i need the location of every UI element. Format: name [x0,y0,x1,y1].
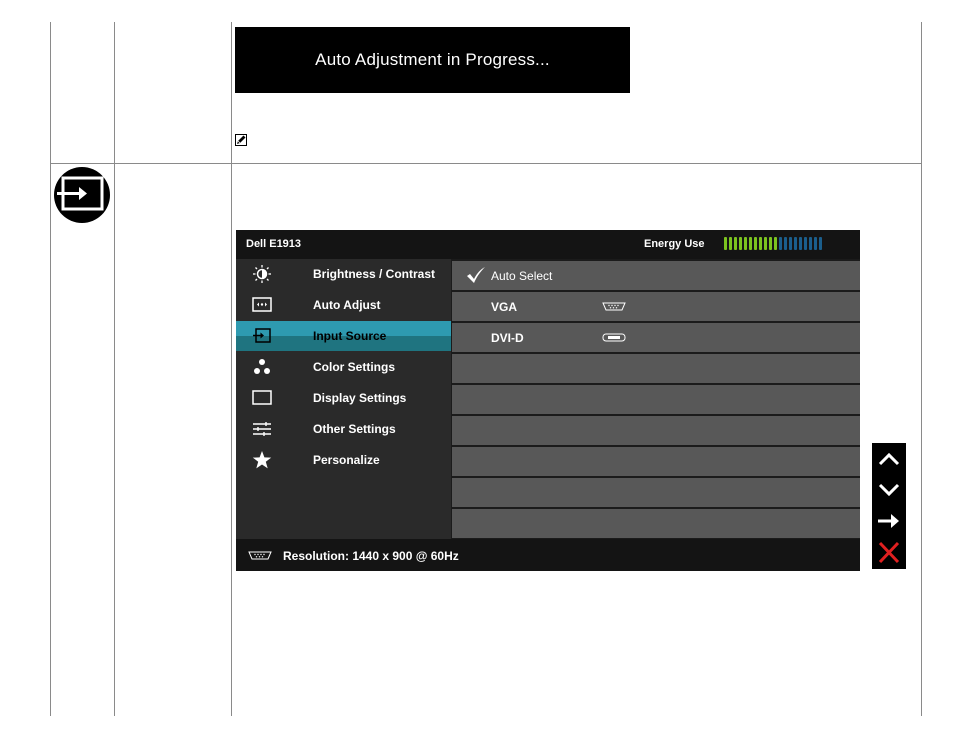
energy-bar [794,237,797,250]
osd-footer [236,539,860,571]
menu-label: Display Settings [313,391,407,405]
energy-bar [804,237,807,250]
table-border-left [50,22,51,716]
energy-bar [769,237,772,250]
osd-main-menu [236,259,451,539]
display-settings-icon [252,389,272,407]
energy-bar [799,237,802,250]
option-empty [452,447,860,476]
up-arrow-icon[interactable] [872,443,906,474]
table-border-col2 [231,22,232,716]
close-icon[interactable] [872,537,906,568]
down-arrow-icon[interactable] [872,474,906,505]
auto-adjust-message-box [235,27,630,93]
option-empty [452,509,860,538]
energy-bar [764,237,767,250]
energy-bar [819,237,822,250]
energy-bar [759,237,762,250]
osd-nav-buttons [872,443,906,569]
input-source-icon [252,327,272,345]
checkmark-icon [466,266,486,284]
menu-item-input-source[interactable] [236,321,451,351]
menu-item-auto-adjust[interactable] [236,290,451,320]
energy-bar [744,237,747,250]
menu-item-display-settings[interactable] [236,383,451,413]
energy-bar [724,237,727,250]
option-empty [452,354,860,383]
star-icon [252,451,272,469]
auto-adjust-message: Auto Adjustment in Progress... [315,50,550,69]
menu-item-personalize[interactable] [236,445,451,475]
menu-label: Other Settings [313,422,396,436]
energy-bar [784,237,787,250]
option-vga[interactable] [452,292,860,321]
option-label: VGA [491,300,518,314]
resolution-status: Resolution: 1440 x 900 @ 60Hz [283,549,459,563]
monitor-model: Dell E1913 [246,238,302,250]
energy-bar [809,237,812,250]
energy-bar [779,237,782,250]
option-empty [452,478,860,507]
energy-bar [754,237,757,250]
menu-label: Personalize [313,453,380,467]
osd-menu [236,230,860,571]
menu-item-brightness-contrast[interactable] [236,259,451,289]
auto-adjust-icon [252,296,272,314]
pencil-note-icon [235,134,247,146]
input-source-section-icon [54,167,110,223]
menu-label: Input Source [313,329,387,343]
table-row-divider [50,163,922,164]
menu-label: Color Settings [313,360,396,374]
energy-bar [729,237,732,250]
energy-bar [789,237,792,250]
input-source-icon [54,167,110,223]
energy-use-label: Energy Use [644,238,705,250]
color-settings-icon [252,358,272,376]
option-dvi-d[interactable] [452,323,860,352]
table-border-right [921,22,922,716]
brightness-icon [252,265,272,283]
vga-connector-icon [602,302,626,311]
menu-label: Auto Adjust [313,298,381,312]
energy-bar [814,237,817,250]
right-arrow-icon[interactable] [872,505,906,536]
option-empty [452,416,860,445]
menu-item-other-settings[interactable] [236,414,451,444]
energy-bar [774,237,777,250]
menu-item-color-settings[interactable] [236,352,451,382]
osd-header [236,230,860,259]
option-auto-select[interactable] [452,261,860,290]
option-label: DVI-D [491,331,524,345]
vga-connector-icon [248,551,272,560]
energy-use-meter [724,237,822,250]
dvi-connector-icon [602,333,626,342]
option-empty [452,385,860,414]
table-border-col1 [114,22,115,716]
osd-submenu-panel [452,259,860,539]
menu-label: Brightness / Contrast [313,267,436,281]
energy-bar [739,237,742,250]
other-settings-icon [252,420,272,438]
energy-bar [734,237,737,250]
option-label: Auto Select [491,269,553,283]
energy-bar [749,237,752,250]
